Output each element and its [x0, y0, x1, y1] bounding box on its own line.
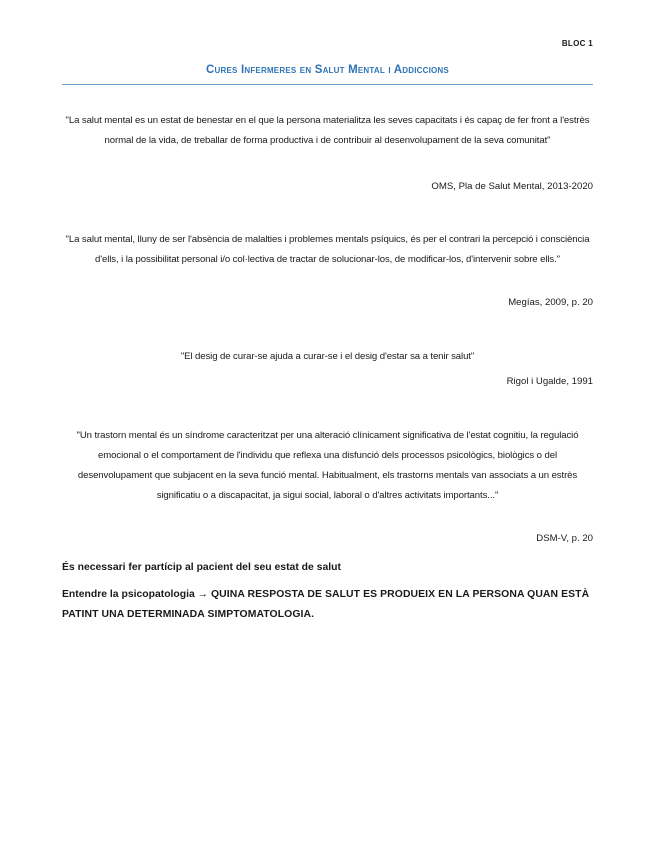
title-rule: [62, 84, 593, 85]
quote-oms-source: OMS, Pla de Salut Mental, 2013-2020: [431, 181, 593, 192]
bloc-label: BLOC 1: [561, 39, 593, 48]
quote-megias: "La salut mental, lluny de ser l'absència de malalties i problemes mentals psíquics, és per el contrari la percepció i consciència d'ells, i la possibilitat personal i/o col·lectiva de tractar de solucionar-los, de modificar-los, d'intervenir sobre ells.": [65, 234, 590, 265]
statement-caps: QUINA RESPOSTA DE SALUT ES PRODUEIX EN LA PERSONA QUAN ESTÀ PATINT UNA DETERMINADA SIMPTOMATOLOGIA.: [62, 589, 590, 620]
quote-rigol-source: Rigol i Ugalde, 1991: [506, 376, 593, 387]
quote-dsm-source: DSM-V, p. 20: [536, 533, 593, 544]
quote-megias-source: Megías, 2009, p. 20: [508, 297, 593, 308]
quote-oms: "La salut mental es un estat de benestar en el que la persona materialitza les seves capacitats i és capaç de fer front a l'estrès normal de la vida, de treballar de forma productiva i de contribuir al desenvolupament de la seva comunitat": [65, 115, 590, 146]
page-title: Cures Infermeres en Salut Mental i Addiccions: [206, 64, 449, 76]
statement-prefix: Entendre la psicopatologia →: [62, 589, 211, 600]
statement-psychopathology: [62, 585, 593, 625]
statement-patient: És necessari fer partícip al pacient del seu estat de salut: [62, 562, 341, 573]
quote-rigol: "El desig de curar-se ajuda a curar-se i el desig d'estar sa a tenir salut": [180, 351, 475, 362]
quote-dsm: "Un trastorn mental és un síndrome caracteritzat per una alteració clínicament significativa de l'estat cognitiu, la regulació emocional o el comportament de l'individu que reflexa una disfunció dels processos psicològics, biològics o del desenvolupament que subjacent en la seva funció mental. Habitualment, els trastorns mentals van associats a un estrès significatiu o a discapacitat, ja sigui social, laboral o d'altres activitats importants...": [76, 430, 579, 501]
